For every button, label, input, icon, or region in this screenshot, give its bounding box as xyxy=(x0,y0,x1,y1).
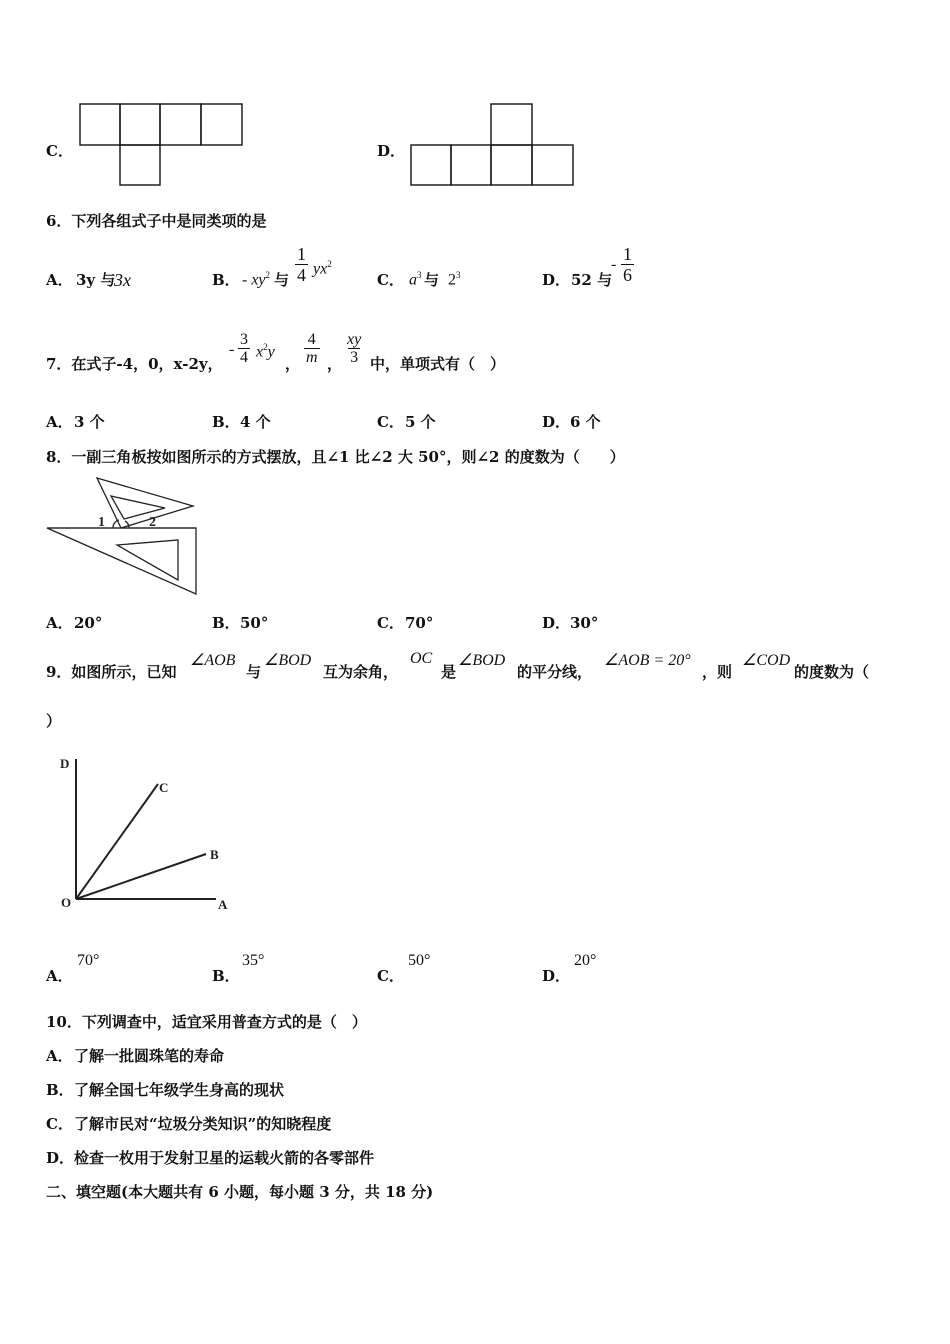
q7-term1-tail2: y xyxy=(267,343,275,361)
label-c: C xyxy=(159,780,169,795)
triangle-rulers-figure xyxy=(45,476,200,598)
fraction-numerator: xy xyxy=(347,331,362,348)
q7-term1-tail: x xyxy=(256,343,264,361)
q9-oc: OC xyxy=(410,650,433,667)
q9-option-b-label: B． xyxy=(212,967,240,985)
label-d: D xyxy=(60,756,70,771)
q10-option-b-text: 了解全国七年级学生身高的现状 xyxy=(74,1081,285,1099)
q7-term2-fraction xyxy=(304,331,320,366)
q7-option-b-value: 4 个 xyxy=(240,413,271,431)
q9-angle-cod: ∠COD xyxy=(742,652,791,669)
q6-option-b-prefix: - xy xyxy=(242,271,266,289)
q8-option-a-label: A． xyxy=(46,614,73,632)
fraction-denominator: 4 xyxy=(297,265,306,285)
option-d-label: D． xyxy=(377,142,406,160)
q6-option-c-sup: 3 xyxy=(417,270,422,280)
q9-option-d-label: D． xyxy=(542,967,571,985)
q9-word-then: ，则 xyxy=(702,663,733,681)
net-c-square xyxy=(160,104,201,145)
q6-option-b-suffix-sup: 2 xyxy=(327,259,332,269)
q9-stem-close: ） xyxy=(46,712,62,730)
angle-2-label: 2 xyxy=(149,515,156,530)
q10-option-d-text: 检查一枚用于发射卫星的运载火箭的各零部件 xyxy=(74,1149,375,1167)
q9-option-c-label: C． xyxy=(377,967,404,985)
net-d-square xyxy=(491,145,532,185)
net-diagram-c xyxy=(79,103,244,187)
label-b: B xyxy=(210,847,219,862)
net-c-square xyxy=(80,104,120,145)
q8-option-d-value: 30° xyxy=(570,614,599,632)
q7-option-c-value: 5 个 xyxy=(405,413,436,431)
net-c-square xyxy=(201,104,242,145)
q10-option-b-label: B． xyxy=(46,1081,74,1099)
ray-oc xyxy=(76,784,158,899)
q6-option-a-math: 3x xyxy=(114,270,131,290)
q9-angle-bod-2: ∠BOD xyxy=(458,652,506,669)
net-diagram-d xyxy=(410,103,575,187)
q7-term1-fraction xyxy=(238,331,250,366)
fraction-denominator: 4 xyxy=(240,349,248,366)
q10-stem: 10．下列调查中，适宜采用普查方式的是（ ） xyxy=(46,1013,367,1031)
q8-option-c-value: 70° xyxy=(405,614,434,632)
q7-term1-sup: 2 xyxy=(263,342,268,352)
q6-option-a-label: A． xyxy=(46,271,73,289)
q7-stem-end: 中，单项式有（ ） xyxy=(370,355,506,373)
q9-option-c-value: 50° xyxy=(408,952,431,969)
q10-option-c-label: C． xyxy=(46,1115,73,1133)
q10-option-c-text: 了解市民对“垃圾分类知识”的知晓程度 xyxy=(74,1115,332,1133)
q6-option-c-joiner: 与 xyxy=(424,271,440,289)
q6-option-b-joiner: 与 xyxy=(274,271,290,289)
q9-given: ∠AOB = 20° xyxy=(604,652,691,669)
q7-option-a-value: 3 个 xyxy=(74,413,105,431)
q7-separator: ， xyxy=(285,355,301,373)
q6-option-a-text: 3y 与 xyxy=(76,271,116,289)
q7-option-d-label: D． xyxy=(542,413,571,431)
q8-option-b-value: 50° xyxy=(240,614,269,632)
net-c-square xyxy=(120,104,160,145)
q6-option-b-label: B． xyxy=(212,271,240,289)
q6-option-d-fraction xyxy=(621,244,634,285)
fraction-denominator: 3 xyxy=(350,349,359,366)
fraction-numerator: 4 xyxy=(307,331,316,348)
fraction-numerator: 1 xyxy=(297,244,306,264)
label-a: A xyxy=(218,897,228,912)
q6-option-b-fraction xyxy=(295,244,308,285)
q9-word-and: 与 xyxy=(246,663,262,681)
fraction-numerator: 1 xyxy=(623,244,632,264)
q9-word-degree: 的度数为（ xyxy=(794,663,870,681)
large-set-square xyxy=(47,528,196,594)
q9-option-d-value: 20° xyxy=(574,952,597,969)
q9-option-b-value: 35° xyxy=(242,952,265,969)
section-2-heading: 二、填空题(本大题共有 6 小题，每小题 3 分，共 18 分) xyxy=(46,1183,434,1201)
q6-option-b-suffix: yx xyxy=(313,260,328,278)
q7-separator: ， xyxy=(327,355,343,373)
q8-stem: 8．一副三角板按如图所示的方式摆放，且∠1 比∠2 大 50°，则∠2 的度数为（ ） xyxy=(46,448,625,466)
net-d-square xyxy=(491,104,532,145)
q9-angle-aob: ∠AOB xyxy=(190,652,236,669)
ray-ob xyxy=(76,854,206,899)
q7-option-b-label: B． xyxy=(212,413,240,431)
q9-word-bisector: 的平分线， xyxy=(517,663,593,681)
large-set-square-inner xyxy=(117,540,178,580)
q7-stem-start: 7．在式子-4，0，x-2y， xyxy=(46,355,223,373)
q9-option-a-label: A． xyxy=(46,967,73,985)
q6-option-c-sup2: 3 xyxy=(456,270,461,280)
q9-stem-prefix: 9．如图所示，已知 xyxy=(46,663,177,681)
net-d-square xyxy=(532,145,573,185)
q10-option-d-label: D． xyxy=(46,1149,75,1167)
q9-angle-bod: ∠BOD xyxy=(264,652,312,669)
q7-term3-fraction xyxy=(345,331,363,366)
q6-option-d-label: D． xyxy=(542,271,571,289)
label-o: O xyxy=(61,895,72,910)
q6-option-c-base: a xyxy=(409,271,417,289)
q8-option-b-label: B． xyxy=(212,614,240,632)
q7-option-c-label: C． xyxy=(377,413,404,431)
q8-option-d-label: D． xyxy=(542,614,571,632)
q6-option-d-text: 52 与 xyxy=(571,271,613,289)
q9-word-is: 是 xyxy=(441,663,457,681)
q8-option-c-label: C． xyxy=(377,614,404,632)
option-c-label: C． xyxy=(46,142,73,160)
angle-1-label: 1 xyxy=(98,515,105,530)
q6-option-d-sign: - xyxy=(611,256,617,273)
q9-word-comp: 互为余角， xyxy=(323,663,399,681)
small-set-square-inner xyxy=(111,496,165,519)
q7-option-a-label: A． xyxy=(46,413,73,431)
net-d-square xyxy=(411,145,451,185)
q8-option-a-value: 20° xyxy=(74,614,103,632)
net-d-square xyxy=(451,145,491,185)
q6-option-c-base2: 2 xyxy=(448,271,456,289)
fraction-numerator: 3 xyxy=(240,331,248,348)
q10-option-a-label: A． xyxy=(46,1047,73,1065)
q7-option-d-value: 6 个 xyxy=(570,413,601,431)
q6-stem: 6．下列各组式子中是同类项的是 xyxy=(46,212,267,230)
q9-option-a-value: 70° xyxy=(77,952,100,969)
q10-option-a-text: 了解一批圆珠笔的寿命 xyxy=(74,1047,225,1065)
q6-option-b-sup: 2 xyxy=(265,270,271,280)
fraction-denominator: 6 xyxy=(623,265,632,285)
net-c-square xyxy=(120,145,160,185)
fraction-denominator: m xyxy=(306,349,318,366)
angle-figure xyxy=(58,754,238,914)
q6-option-c-label: C． xyxy=(377,271,404,289)
q7-term1-sign: - xyxy=(229,341,235,358)
